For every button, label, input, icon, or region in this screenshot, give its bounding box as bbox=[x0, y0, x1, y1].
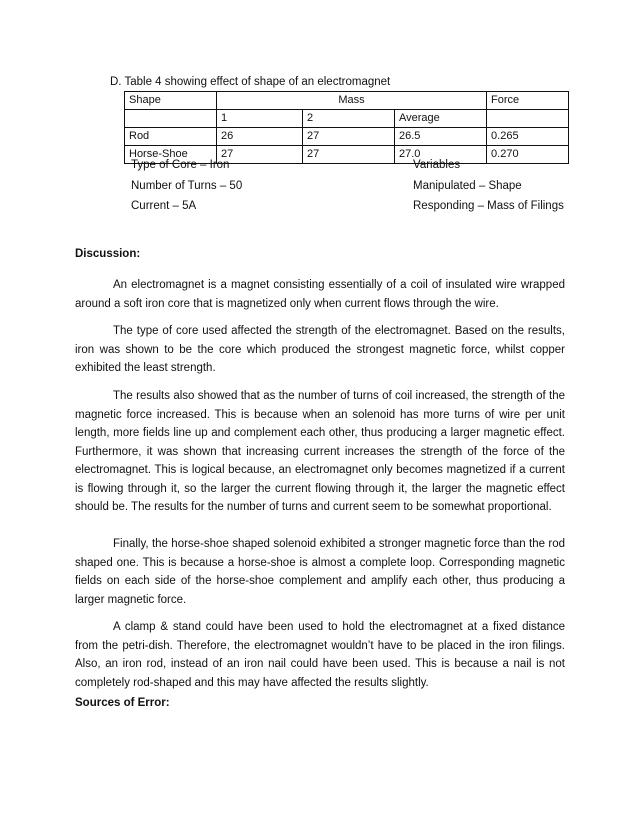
cell-mass-2: 27 bbox=[302, 128, 394, 146]
header-shape: Shape bbox=[125, 92, 217, 110]
note-manipulated: Manipulated – Shape bbox=[413, 179, 522, 192]
constants-notes bbox=[131, 155, 242, 217]
note-variables: Variables bbox=[413, 159, 461, 171]
shape-effect-table bbox=[124, 91, 569, 164]
note-number-of-turns: Number of Turns – 50 bbox=[131, 179, 243, 192]
note-responding: Responding – Mass of Filings bbox=[413, 200, 564, 212]
discussion-paragraph-4 bbox=[75, 535, 565, 609]
discussion-paragraph-3 bbox=[75, 387, 565, 517]
subheader-empty bbox=[125, 110, 217, 128]
subheader-mass-1: 1 bbox=[217, 110, 303, 128]
table-subheader-row bbox=[125, 110, 569, 128]
cell-shape: Rod bbox=[125, 128, 217, 146]
cell-average: 27.0 bbox=[395, 146, 487, 164]
table-header-row bbox=[125, 92, 569, 110]
note-current: Current – 5A bbox=[131, 200, 197, 212]
subheader-mass-2: 2 bbox=[302, 110, 394, 128]
note-core-type: Type of Core – Iron bbox=[131, 159, 230, 171]
header-mass: Mass bbox=[217, 92, 487, 110]
paragraph-text: An electromagnet is a magnet consisting essentially of a coil of insulated wire wrapped around a soft iron core that is magnetized only when current flows through the wire. bbox=[75, 279, 565, 310]
cell-average: 26.5 bbox=[395, 128, 487, 146]
cell-mass-2: 27 bbox=[302, 146, 394, 164]
subheader-average: Average bbox=[395, 110, 487, 128]
discussion-paragraph-2 bbox=[75, 322, 565, 378]
subheader-empty bbox=[487, 110, 569, 128]
discussion-paragraph-5 bbox=[75, 618, 565, 692]
cell-shape: Horse-Shoe bbox=[125, 146, 217, 164]
table-caption: D. Table 4 showing effect of shape of an electromagnet bbox=[110, 76, 391, 88]
cell-force: 0.270 bbox=[487, 146, 569, 164]
header-force: Force bbox=[487, 92, 569, 110]
discussion-heading: Discussion: bbox=[75, 248, 141, 260]
paragraph-text: The results also showed that as the number of turns of coil increased, the strength of the magnetic force increased. This is because when an solenoid has more turns of wire per unit length, more fields line up and complement each other, thus producing a larger magnetic effect. Furthermore, it was shown that increasing current increases the strength of the force of the electromagnet. This is logical because, an electromagnet only becomes magnetized if a current is flowing through it, so the larger the current flowing through it, the larger the magnetic effect should be. The results for the number of turns and current seem to be somewhat proportional. bbox=[75, 390, 565, 513]
discussion-paragraph-1 bbox=[75, 276, 565, 313]
cell-mass-1: 26 bbox=[217, 128, 303, 146]
cell-mass-1: 27 bbox=[217, 146, 303, 164]
paragraph-text: A clamp & stand could have been used to hold the electromagnet at a fixed distance from the petri-dish. Therefore, the electromagnet wouldn’t have to be placed in the iron filings. Also, an iron rod, instead of an iron nail could have been used. This is because a nail is not completely rod-shaped and this may have affected the results slightly. bbox=[75, 621, 565, 689]
sources-of-error-heading: Sources of Error: bbox=[75, 697, 170, 709]
paragraph-text: Finally, the horse-shoe shaped solenoid exhibited a stronger magnetic force than the rod shaped one. This is because a horse-shoe is almost a complete loop. Corresponding magnetic fields on each side of the horse-shoe complement and amplify each other, thus producing a larger magnetic force. bbox=[75, 538, 565, 606]
table-row bbox=[125, 128, 569, 146]
paragraph-text: The type of core used affected the strength of the electromagnet. Based on the results, iron was shown to be the core which produced the strongest magnetic force, whilst copper exhibited the least strength. bbox=[75, 325, 565, 374]
cell-force: 0.265 bbox=[487, 128, 569, 146]
variables-notes bbox=[413, 155, 564, 217]
